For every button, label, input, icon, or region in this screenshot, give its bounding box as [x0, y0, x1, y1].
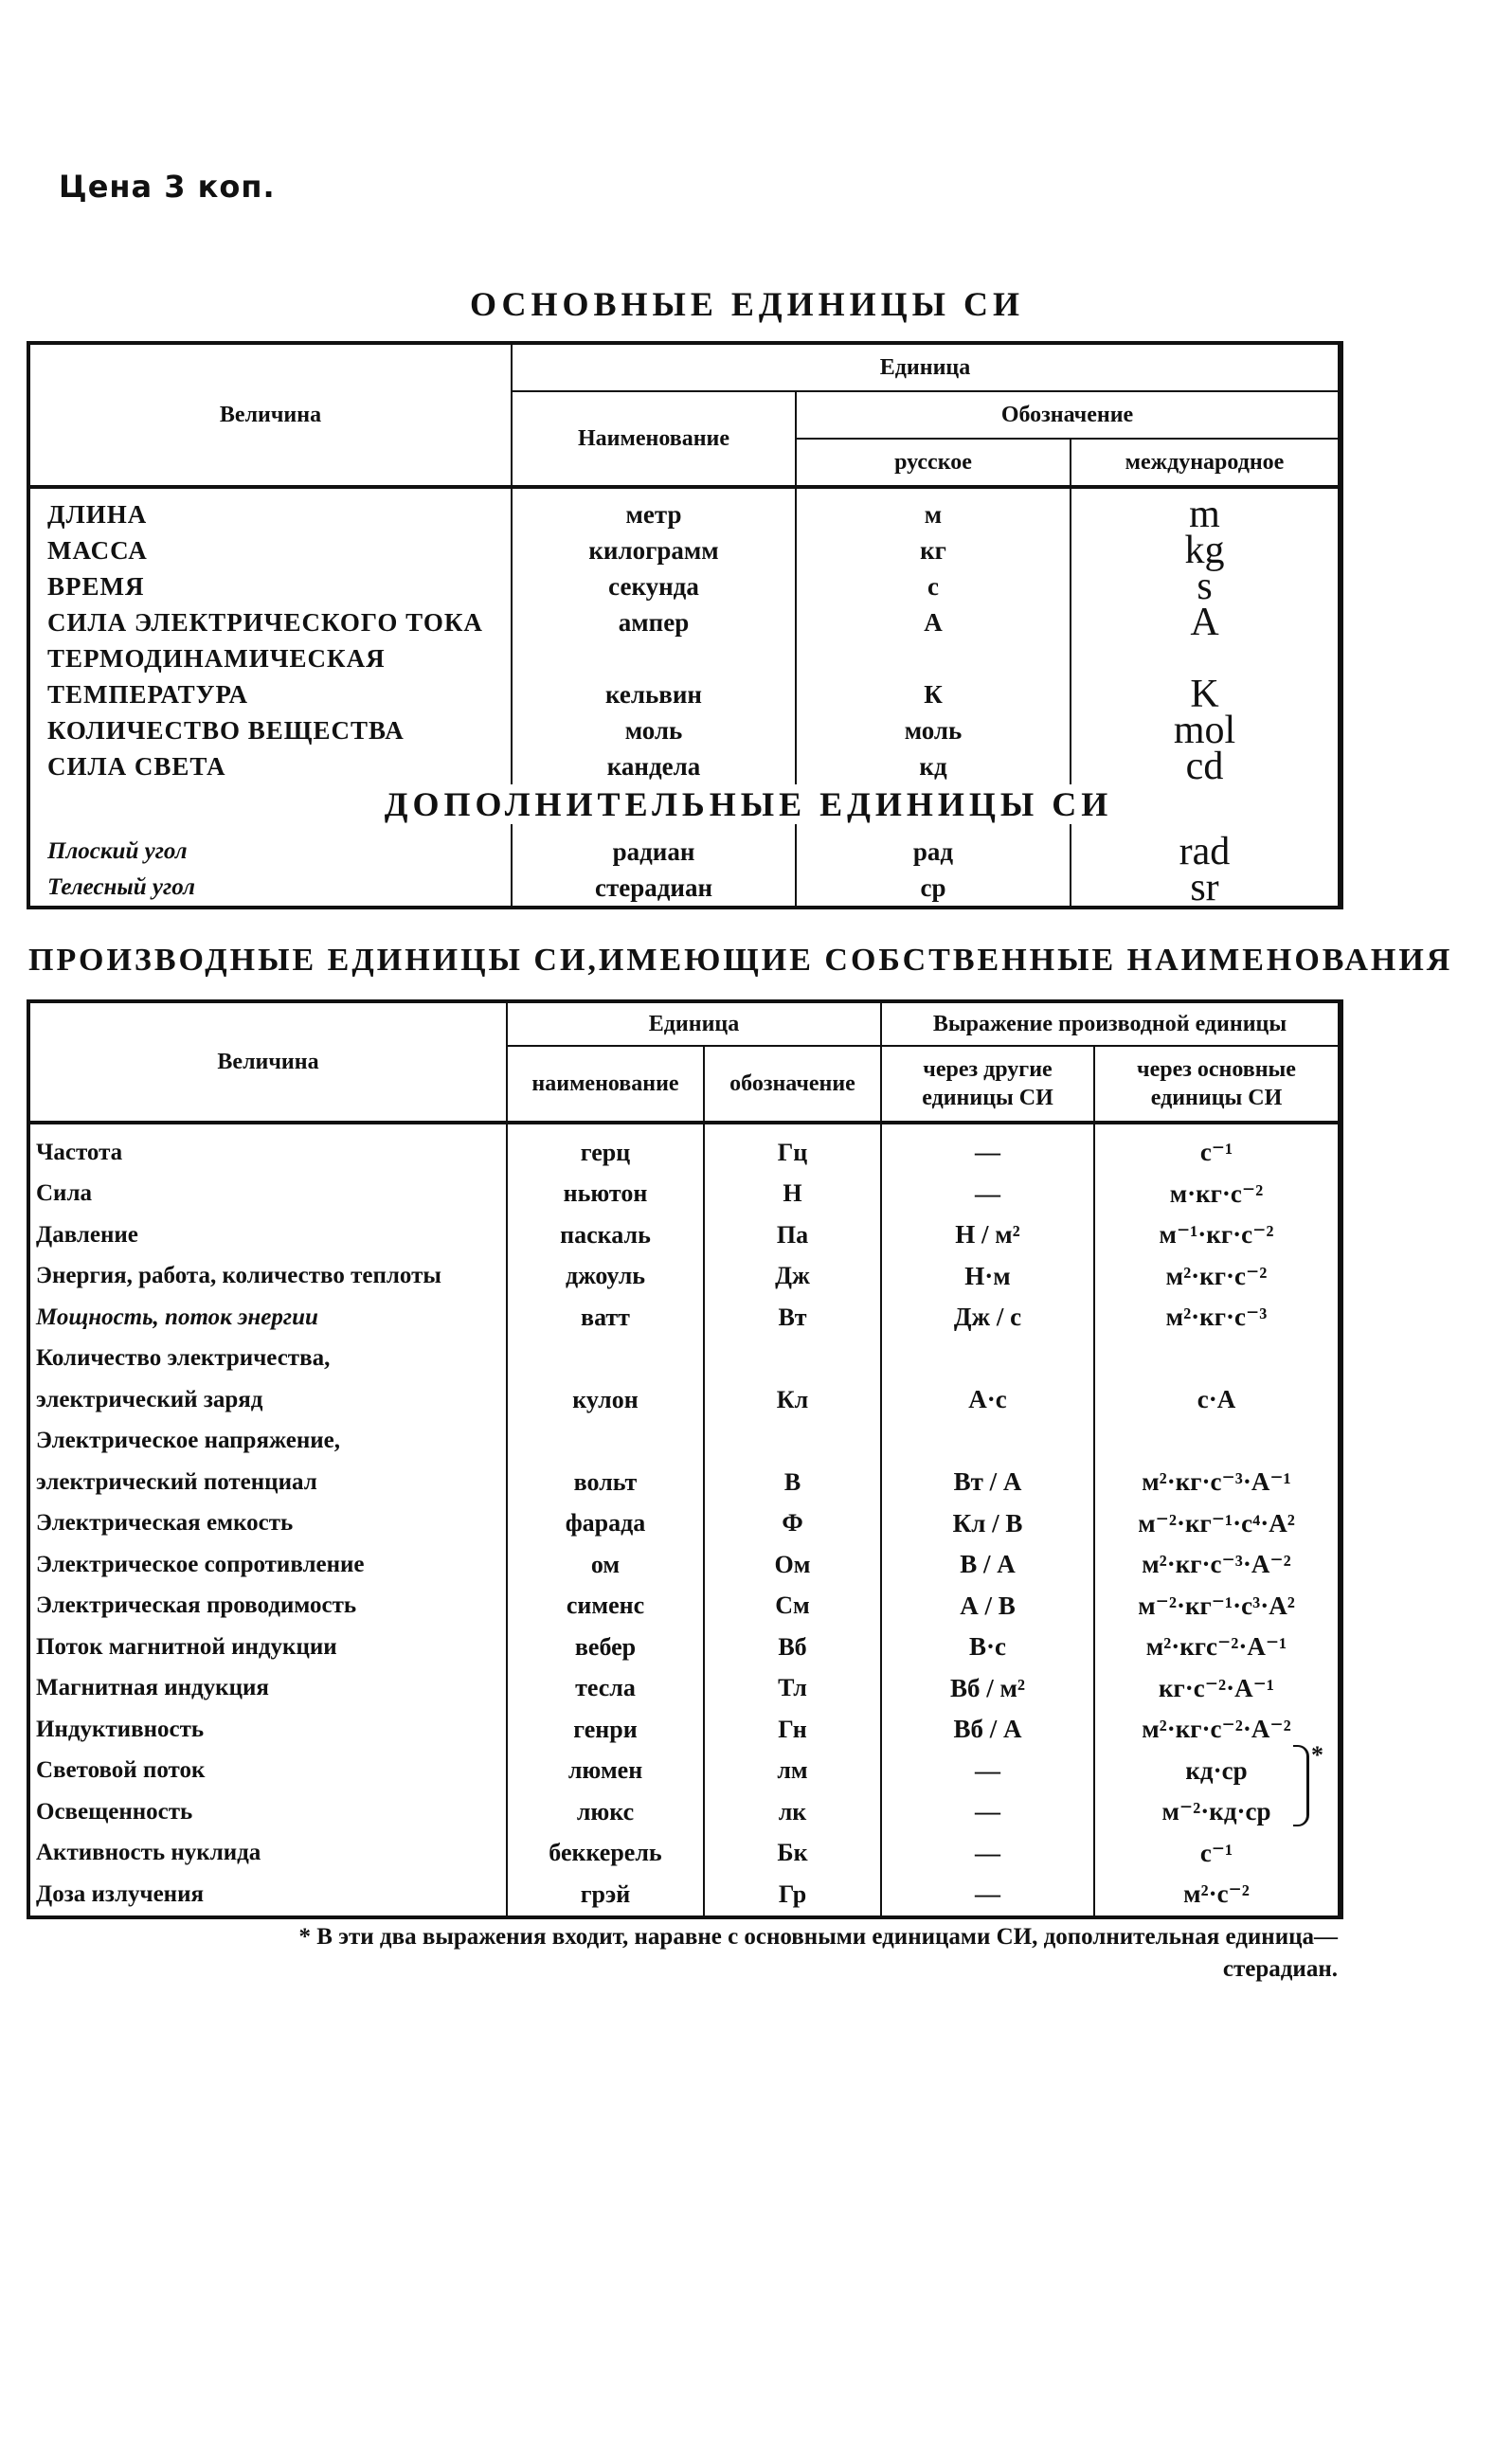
- table-row: СИЛА ЭЛЕКТРИЧЕСКОГО ТОКА ампер А A: [28, 604, 1341, 640]
- header-via-other: через другие единицы СИ: [881, 1046, 1094, 1123]
- table-row: ТЕРМОДИНАМИЧЕСКАЯ: [28, 640, 1341, 676]
- table-row: МАССА килограмм кг kg: [28, 532, 1341, 568]
- table-row: Давление паскаль Па Н / м² м⁻¹·кг·с⁻²: [28, 1214, 1341, 1256]
- header-name: Наименование: [512, 391, 796, 487]
- table-row: Электрическая проводимость сименс См А / В м⁻²·кг⁻¹·с³·А²: [28, 1586, 1341, 1628]
- table-row: Активность нуклида беккерель Бк — с⁻¹: [28, 1833, 1341, 1875]
- header-expression: Выражение производной единицы: [881, 1001, 1341, 1046]
- table-row: электрический заряд кулон Кл А·с с·А: [28, 1379, 1341, 1421]
- header-quantity: Величина: [28, 1001, 507, 1123]
- table-row: Телесный угол стерадиан ср sr: [28, 870, 1341, 908]
- footnote: * В эти два выражения входит, наравне с основными единицами СИ, дополнительная единица—стерадиан.: [298, 1924, 1338, 1982]
- base-units-table: [27, 341, 1343, 909]
- table-row: Плоский угол радиан рад rad: [28, 834, 1341, 870]
- table-row: Доза излучения грэй Гр — м²·с⁻²: [28, 1874, 1341, 1917]
- header-quantity: Величина: [28, 343, 512, 487]
- table-row: ДЛИНА метр м m: [28, 496, 1341, 532]
- header-international: международное: [1071, 439, 1341, 487]
- derived-units-table: [27, 999, 1343, 1919]
- header-name: наименование: [507, 1046, 704, 1123]
- table-row: Световой поток люмен лм — кд·ср: [28, 1751, 1341, 1792]
- footnote-mark: *: [1311, 1741, 1323, 1769]
- table-row: электрический потенциал вольт В Вт / А м²·кг·с⁻³·А⁻¹: [28, 1462, 1341, 1503]
- header-via-base: через основные единицы СИ: [1094, 1046, 1341, 1123]
- footnote-brace: [1293, 1745, 1309, 1826]
- table1-title: ОСНОВНЫЕ ЕДИНИЦЫ СИ: [470, 285, 1024, 323]
- header-russian: русское: [796, 439, 1071, 487]
- header-designation: Обозначение: [796, 391, 1341, 439]
- table2-title: ПРОИЗВОДНЫЕ ЕДИНИЦЫ СИ,ИМЕЮЩИЕ СОБСТВЕННЫЕ НАИМЕНОВАНИЯ: [28, 943, 1453, 978]
- table-row: Освещенность люкс лк — м⁻²·кд·ср: [28, 1791, 1341, 1833]
- price-label: Цена 3 коп.: [59, 169, 276, 205]
- header-unit: Единица: [512, 343, 1341, 391]
- table-row: Электрическая емкость фарада Ф Кл / В м⁻²·кг⁻¹·с⁴·А²: [28, 1503, 1341, 1545]
- table-row: Сила ньютон Н — м·кг·с⁻²: [28, 1174, 1341, 1215]
- header-unit: Единица: [507, 1001, 881, 1046]
- table-row: Индуктивность генри Гн Вб / А м²·кг·с⁻²·А⁻²: [28, 1709, 1341, 1751]
- table-row: Электрическое сопротивление ом Ом В / А м²·кг·с⁻³·А⁻²: [28, 1544, 1341, 1586]
- table-row: Электрическое напряжение,: [28, 1421, 1341, 1463]
- table-row: Количество электричества,: [28, 1339, 1341, 1380]
- table-row: Магнитная индукция тесла Тл Вб / м² кг·с⁻²·А⁻¹: [28, 1668, 1341, 1710]
- table-row: ВРЕМЯ секунда с s: [28, 568, 1341, 604]
- table-row: Поток магнитной индукции вебер Вб В·с м²·кгс⁻²·А⁻¹: [28, 1627, 1341, 1668]
- header-designation: обозначение: [704, 1046, 881, 1123]
- supplementary-title: ДОПОЛНИТЕЛЬНЫЕ ЕДИНИЦЫ СИ: [313, 784, 1184, 824]
- table-row: ТЕМПЕРАТУРА кельвин К K: [28, 676, 1341, 712]
- table-row: Энергия, работа, количество теплоты джоуль Дж Н·м м²·кг·с⁻²: [28, 1256, 1341, 1298]
- table-row: Мощность, поток энергии ватт Вт Дж / с м²·кг·с⁻³: [28, 1297, 1341, 1339]
- table-row: СИЛА СВЕТА кандела кд cd: [28, 748, 1341, 784]
- table-row: КОЛИЧЕСТВО ВЕЩЕСТВА моль моль mol: [28, 712, 1341, 748]
- table-row: Частота герц Гц — с⁻¹: [28, 1132, 1341, 1174]
